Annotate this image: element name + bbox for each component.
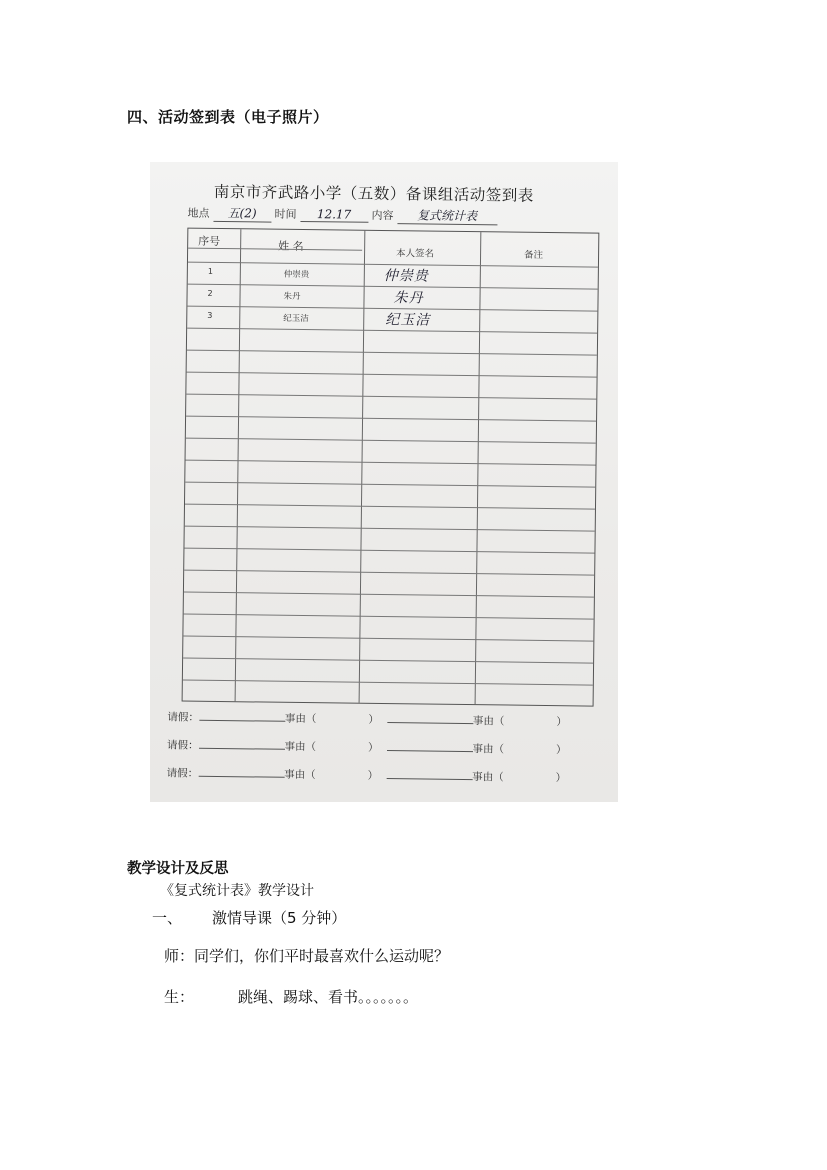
reason-close: ） xyxy=(367,741,379,754)
leave-row xyxy=(167,765,567,785)
table-row-line xyxy=(188,248,362,251)
sheet-title: 南京市齐武路小学（五数）备课组活动签到表 xyxy=(213,182,534,205)
row-name: 纪玉洁 xyxy=(283,313,309,325)
leave-row xyxy=(167,709,567,729)
row-number: 3 xyxy=(207,310,213,320)
time-label: 时间 xyxy=(274,207,297,221)
reason-close: ） xyxy=(556,716,567,729)
table-row-line xyxy=(186,394,596,400)
reason-gap xyxy=(504,752,556,753)
section-heading-teaching: 教学设计及反思 xyxy=(127,861,229,877)
table-row-line xyxy=(187,372,597,378)
section-number: 一、 xyxy=(152,909,183,927)
table-col-divider xyxy=(359,231,366,703)
row-name: 朱丹 xyxy=(283,291,301,302)
table-row-line xyxy=(186,460,596,466)
leave-blank xyxy=(386,778,472,780)
table-row-line xyxy=(186,438,596,444)
header-number: 序号 xyxy=(198,234,221,248)
table-row-line xyxy=(183,636,593,642)
reason-gap xyxy=(316,722,368,723)
row-number: 1 xyxy=(207,266,213,276)
row-number: 2 xyxy=(207,288,213,298)
table-row-line xyxy=(186,416,596,422)
reason-gap xyxy=(504,780,556,781)
reason-label: 事由（ xyxy=(284,712,317,726)
sheet-meta-row xyxy=(187,204,497,226)
section-heading-sign-sheet: 四、活动签到表（电子照片） xyxy=(127,108,329,126)
header-remarks: 备注 xyxy=(524,249,544,261)
row-name: 仲崇贵 xyxy=(283,269,310,281)
section-intro xyxy=(152,907,346,928)
table-col-divider xyxy=(235,229,242,701)
leave-label: 请假： xyxy=(166,767,199,780)
table-row-line xyxy=(185,504,595,510)
reason-close: ） xyxy=(368,713,379,726)
leave-blank xyxy=(198,776,284,778)
header-name: 姓 名 xyxy=(278,239,304,253)
student-answer: 跳绳、踢球、看书。。。。。。。 xyxy=(238,988,419,1006)
reason-label: 事由（ xyxy=(284,740,317,754)
teacher-line: 师：同学们，你们平时最喜欢什么运动呢？ xyxy=(164,947,450,965)
content-label: 内容 xyxy=(371,208,394,223)
table-row-line xyxy=(184,570,594,576)
leave-blank xyxy=(199,748,285,750)
leave-label: 请假： xyxy=(167,711,199,724)
sign-sheet-paper xyxy=(167,175,598,790)
sign-sheet-photo xyxy=(150,162,618,802)
table-row-line xyxy=(185,482,595,488)
reason-label: 事由（ xyxy=(284,768,316,782)
table-row-line xyxy=(184,548,594,554)
speaker-label: 生： xyxy=(164,988,195,1006)
leave-blank xyxy=(386,750,472,752)
lesson-title: 《复式统计表》教学设计 xyxy=(160,883,314,899)
content-value: 复式统计表 xyxy=(397,206,497,225)
table-row-line xyxy=(183,680,593,686)
student-line xyxy=(164,986,418,1007)
location-label: 地点 xyxy=(187,206,210,220)
reason-close: ） xyxy=(555,772,567,785)
reason-gap xyxy=(316,778,368,779)
reason-label: 事由（ xyxy=(472,771,504,784)
section-title: 激情导课（5 分钟） xyxy=(212,909,347,927)
reason-label: 事由（ xyxy=(472,715,505,728)
leave-label: 请假： xyxy=(166,739,199,752)
table-row-line xyxy=(184,614,594,620)
reason-gap xyxy=(504,724,556,725)
sign-table xyxy=(182,228,600,707)
reason-close: ） xyxy=(555,744,567,757)
table-row-line xyxy=(185,526,595,532)
reason-close: ） xyxy=(367,769,379,782)
table-col-divider xyxy=(475,232,482,704)
table-row-line xyxy=(183,658,593,664)
table-row-line xyxy=(184,592,594,598)
reason-gap xyxy=(316,750,368,751)
table-row-line xyxy=(187,350,597,356)
row-signature: 仲崇贵 xyxy=(383,267,429,285)
row-signature: 朱丹 xyxy=(393,290,424,307)
leave-row xyxy=(167,737,567,757)
time-value: 12.17 xyxy=(300,207,368,223)
leave-blank xyxy=(387,722,473,724)
leave-blank xyxy=(199,720,285,722)
reason-label: 事由（ xyxy=(472,743,505,756)
header-signature: 本人签名 xyxy=(396,248,435,260)
row-signature: 纪玉洁 xyxy=(385,312,431,329)
location-value: 五(2) xyxy=(213,204,271,223)
